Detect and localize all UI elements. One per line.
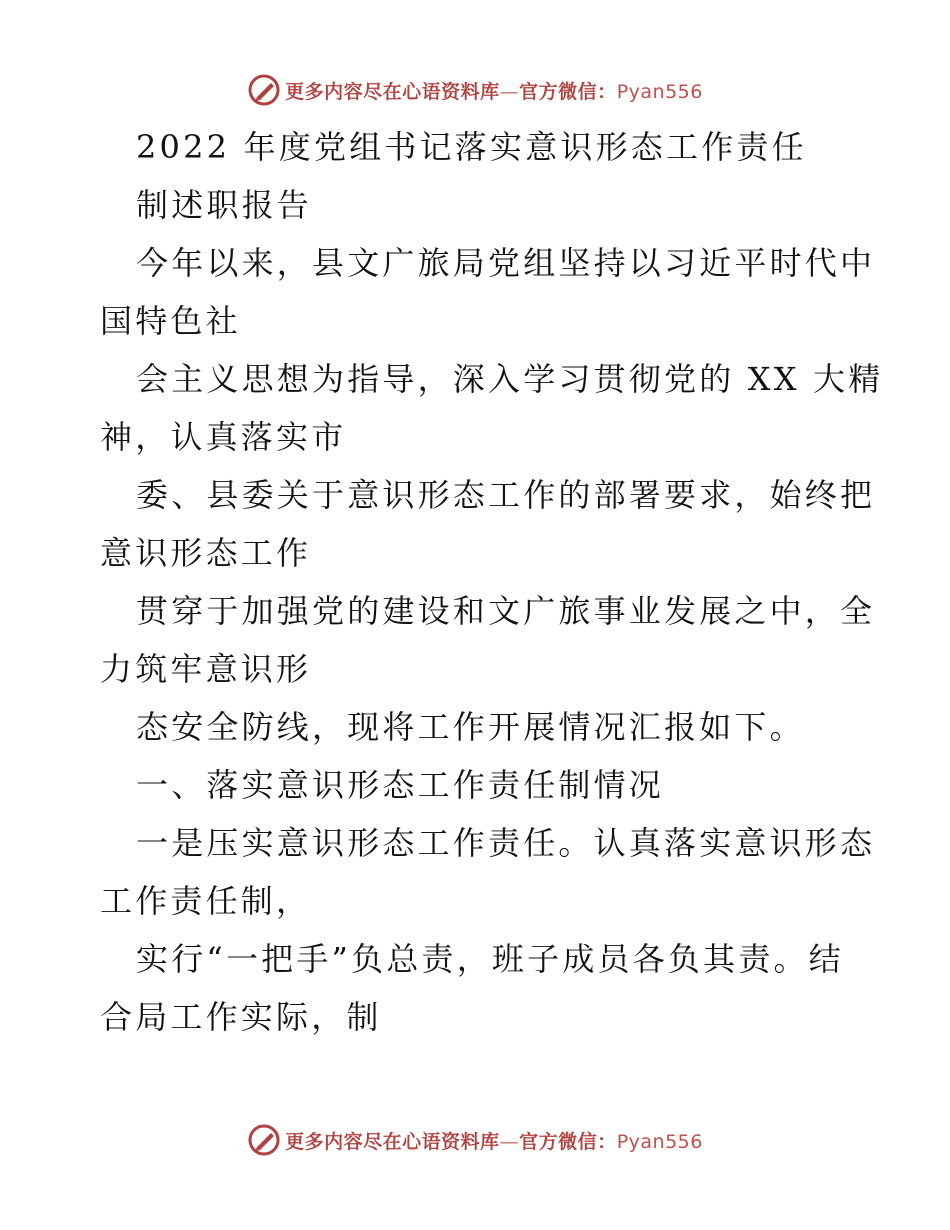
banner-wechat-label: 官方微信： [519, 1130, 617, 1153]
doc-line: 今年以来，县文广旅局党组坚持以习近平时代中 [136, 244, 876, 282]
doc-line: 贯穿于加强党的建设和文广旅事业发展之中，全 [136, 592, 876, 630]
banner-wechat-id: Pyan556 [616, 1130, 703, 1153]
doc-line: 工作责任制， [100, 882, 312, 920]
banner-wechat-id: Pyan556 [616, 80, 703, 103]
pen-logo-icon [247, 1123, 281, 1157]
doc-line: 一是压实意识形态工作责任。认真落实意识形态 [136, 824, 876, 862]
doc-line: 意识形态工作 [100, 534, 312, 572]
document-body [100, 118, 884, 1046]
banner-wechat-label: 官方微信： [519, 80, 617, 103]
header-watermark-banner [0, 70, 950, 110]
doc-line: 神，认真落实市 [100, 418, 347, 456]
doc-section-heading: 一、落实意识形态工作责任制情况 [136, 766, 665, 804]
banner-separator: — [499, 80, 520, 103]
footer-watermark-banner [0, 1120, 950, 1160]
doc-line: 合局工作实际，制 [100, 998, 382, 1036]
doc-line: 国特色社 [100, 302, 241, 340]
banner-text [285, 1127, 703, 1154]
doc-line: 态安全防线，现将工作开展情况汇报如下。 [136, 708, 805, 746]
doc-line: 2022 年度党组书记落实意识形态工作责任 [136, 128, 807, 166]
doc-line: 实行“一把手”负总责，班子成员各负其责。结 [136, 940, 844, 978]
doc-line: 力筑牢意识形 [100, 650, 312, 688]
banner-title: 更多内容尽在心语资料库 [285, 80, 500, 103]
banner-text [285, 77, 703, 104]
banner-separator: — [499, 1130, 520, 1153]
doc-line: 委、县委关于意识形态工作的部署要求，始终把 [136, 476, 876, 514]
pen-logo-icon [247, 73, 281, 107]
doc-line: 会主义思想为指导，深入学习贯彻党的 XX 大精 [136, 360, 884, 398]
banner-title: 更多内容尽在心语资料库 [285, 1130, 500, 1153]
doc-line: 制述职报告 [136, 186, 313, 224]
